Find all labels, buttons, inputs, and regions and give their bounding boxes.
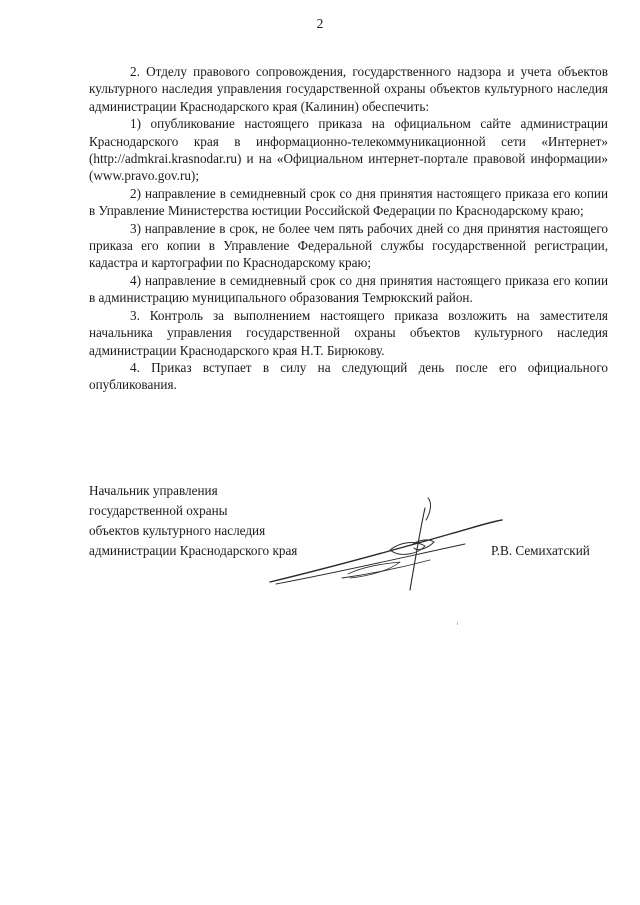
position-line: Начальник управления	[89, 483, 218, 498]
handwritten-signature	[250, 490, 510, 600]
position-line: объектов культурного наследия	[89, 523, 266, 538]
paragraph-2: 2. Отделу правового сопровождения, государственного надзора и учета объектов культурного наследия управления государственной охраны объектов культурного наследия администрации Краснодарского края (Калинин) обеспечить:	[89, 64, 608, 114]
document-body	[89, 63, 608, 394]
paragraph-2-4: 4) направление в семидневный срок со дня принятия настоящего приказа его копии в администрацию муниципального образования Темрюкский район.	[89, 272, 608, 306]
paragraph-4: 4. Приказ вступает в силу на следующий день после его официального опубликования.	[89, 359, 608, 393]
signatory-name: Р.В. Семихатский	[491, 543, 590, 558]
position-line: государственной охраны	[89, 503, 228, 518]
page-number: 2	[316, 16, 324, 31]
paragraph-2-3: 3) направление в срок, не более чем пять рабочих дней со дня принятия настоящего приказа его копии в Управление Федеральной службы государственной регистрации, кадастра и картографии по Краснодарскому краю;	[89, 220, 608, 271]
scan-speck	[457, 622, 458, 625]
paragraph-3: 3. Контроль за выполнением настоящего приказа возложить на заместителя начальника управления государственной охраны объектов культурного наследия администрации Краснодарского края Н.Т. Бирюкову.	[89, 307, 608, 358]
paragraph-2-1: 1) опубликование настоящего приказа на официальном сайте администрации Краснодарского края в информационно-телекоммуникационной сети «Интернет» (http://admkrai.krasnodar.ru) и на «Официальном интернет-портале правовой информации» (www.pravo.gov.ru);	[89, 116, 608, 184]
position-line: администрации Краснодарского края	[89, 543, 298, 558]
paragraph-2-2: 2) направление в семидневный срок со дня принятия настоящего приказа его копии в Управление Министерства юстиции Российской Федерации по Краснодарскому краю;	[89, 185, 608, 219]
